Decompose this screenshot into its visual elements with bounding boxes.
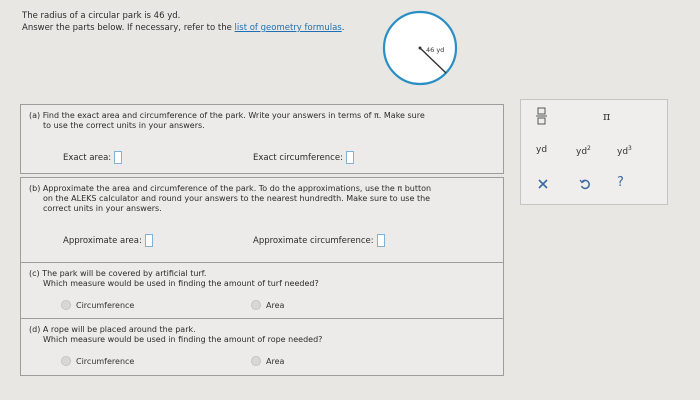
unit-yd-cubed-button[interactable]: [617, 145, 632, 157]
approx-circumference-answer: [253, 234, 385, 247]
approx-circumference-input[interactable]: [377, 234, 385, 247]
unit-yd-cubed-base: yd: [617, 147, 629, 157]
part-d-circumference-radio[interactable]: [61, 356, 71, 366]
exact-circumference-answer: [253, 151, 354, 164]
unit-yd-squared-exponent: 2: [587, 145, 591, 152]
part-b-line3: correct units in your answers.: [43, 204, 162, 213]
pi-button[interactable]: π: [603, 110, 611, 123]
part-c-area-label: Area: [266, 300, 285, 310]
radius-label: 46 yd: [426, 46, 445, 54]
part-d-panel: [20, 318, 504, 376]
part-b-line2: on the ALEKS calculator and round your answers to the nearest hundredth. Make sure to use the: [43, 194, 431, 203]
part-c-option-circumference[interactable]: [61, 300, 134, 310]
part-b-text: [29, 184, 499, 214]
part-c-option-area[interactable]: [251, 300, 284, 310]
part-d-option-area[interactable]: [251, 356, 284, 366]
part-a-line1: (a) Find the exact area and circumference of the park. Write your answers in terms of π. Make sure: [29, 111, 425, 120]
approx-area-answer: [63, 234, 153, 247]
intro-line-2-prefix: Answer the parts below. If necessary, refer to the: [22, 23, 235, 33]
unit-yd-squared-button[interactable]: [576, 145, 591, 157]
math-toolbox: [520, 99, 668, 205]
exact-circumference-label: Exact circumference:: [253, 152, 343, 163]
part-d-text: [29, 325, 499, 345]
part-c-text: [29, 269, 499, 289]
part-c-circumference-label: Circumference: [76, 300, 135, 310]
exact-circumference-input[interactable]: [346, 151, 354, 164]
part-a-line2: to use the correct units in your answers.: [43, 121, 205, 130]
approx-circumference-label: Approximate circumference:: [253, 235, 374, 246]
part-c-panel: [20, 262, 504, 320]
part-d-line2: Which measure would be used in finding the amount of rope needed?: [43, 335, 323, 344]
approx-area-input[interactable]: [145, 234, 153, 247]
part-d-area-label: Area: [266, 356, 285, 366]
part-b-line1: (b) Approximate the area and circumference of the park. To do the approximations, use the π button: [29, 184, 432, 193]
intro-line-2-suffix: .: [341, 23, 345, 33]
circle-diagram: [378, 6, 462, 90]
part-d-area-radio[interactable]: [251, 356, 261, 366]
part-c-line1: (c) The park will be covered by artificial turf.: [29, 269, 207, 278]
exact-area-input[interactable]: [114, 151, 122, 164]
part-c-line2: Which measure would be used in finding the amount of turf needed?: [43, 279, 319, 288]
part-a-panel: [20, 104, 504, 174]
clear-button[interactable]: [538, 179, 548, 192]
intro-line-2: [22, 22, 344, 34]
undo-button[interactable]: [579, 178, 591, 193]
undo-icon: [579, 178, 591, 190]
part-d-line1: (d) A rope will be placed around the park.: [29, 325, 196, 334]
intro-line-1: The radius of a circular park is 46 yd.: [22, 11, 181, 21]
unit-yd-squared-base: yd: [576, 147, 588, 157]
exact-area-answer: [63, 151, 122, 164]
unit-yd-button[interactable]: yd: [536, 145, 548, 155]
problem-intro: [22, 10, 344, 34]
help-button[interactable]: ?: [617, 175, 624, 190]
part-b-panel: [20, 177, 504, 263]
part-a-text: [29, 111, 499, 131]
part-c-circumference-radio[interactable]: [61, 300, 71, 310]
part-d-circumference-label: Circumference: [76, 356, 135, 366]
exact-area-label: Exact area:: [63, 152, 112, 163]
fraction-button[interactable]: [536, 107, 548, 128]
approx-area-label: Approximate area:: [63, 235, 142, 246]
close-icon: [538, 179, 548, 189]
part-c-area-radio[interactable]: [251, 300, 261, 310]
fraction-icon: [536, 107, 548, 125]
geometry-formulas-link[interactable]: list of geometry formulas: [234, 23, 342, 33]
unit-yd-cubed-exponent: 3: [628, 145, 632, 152]
part-d-option-circumference[interactable]: [61, 356, 134, 366]
